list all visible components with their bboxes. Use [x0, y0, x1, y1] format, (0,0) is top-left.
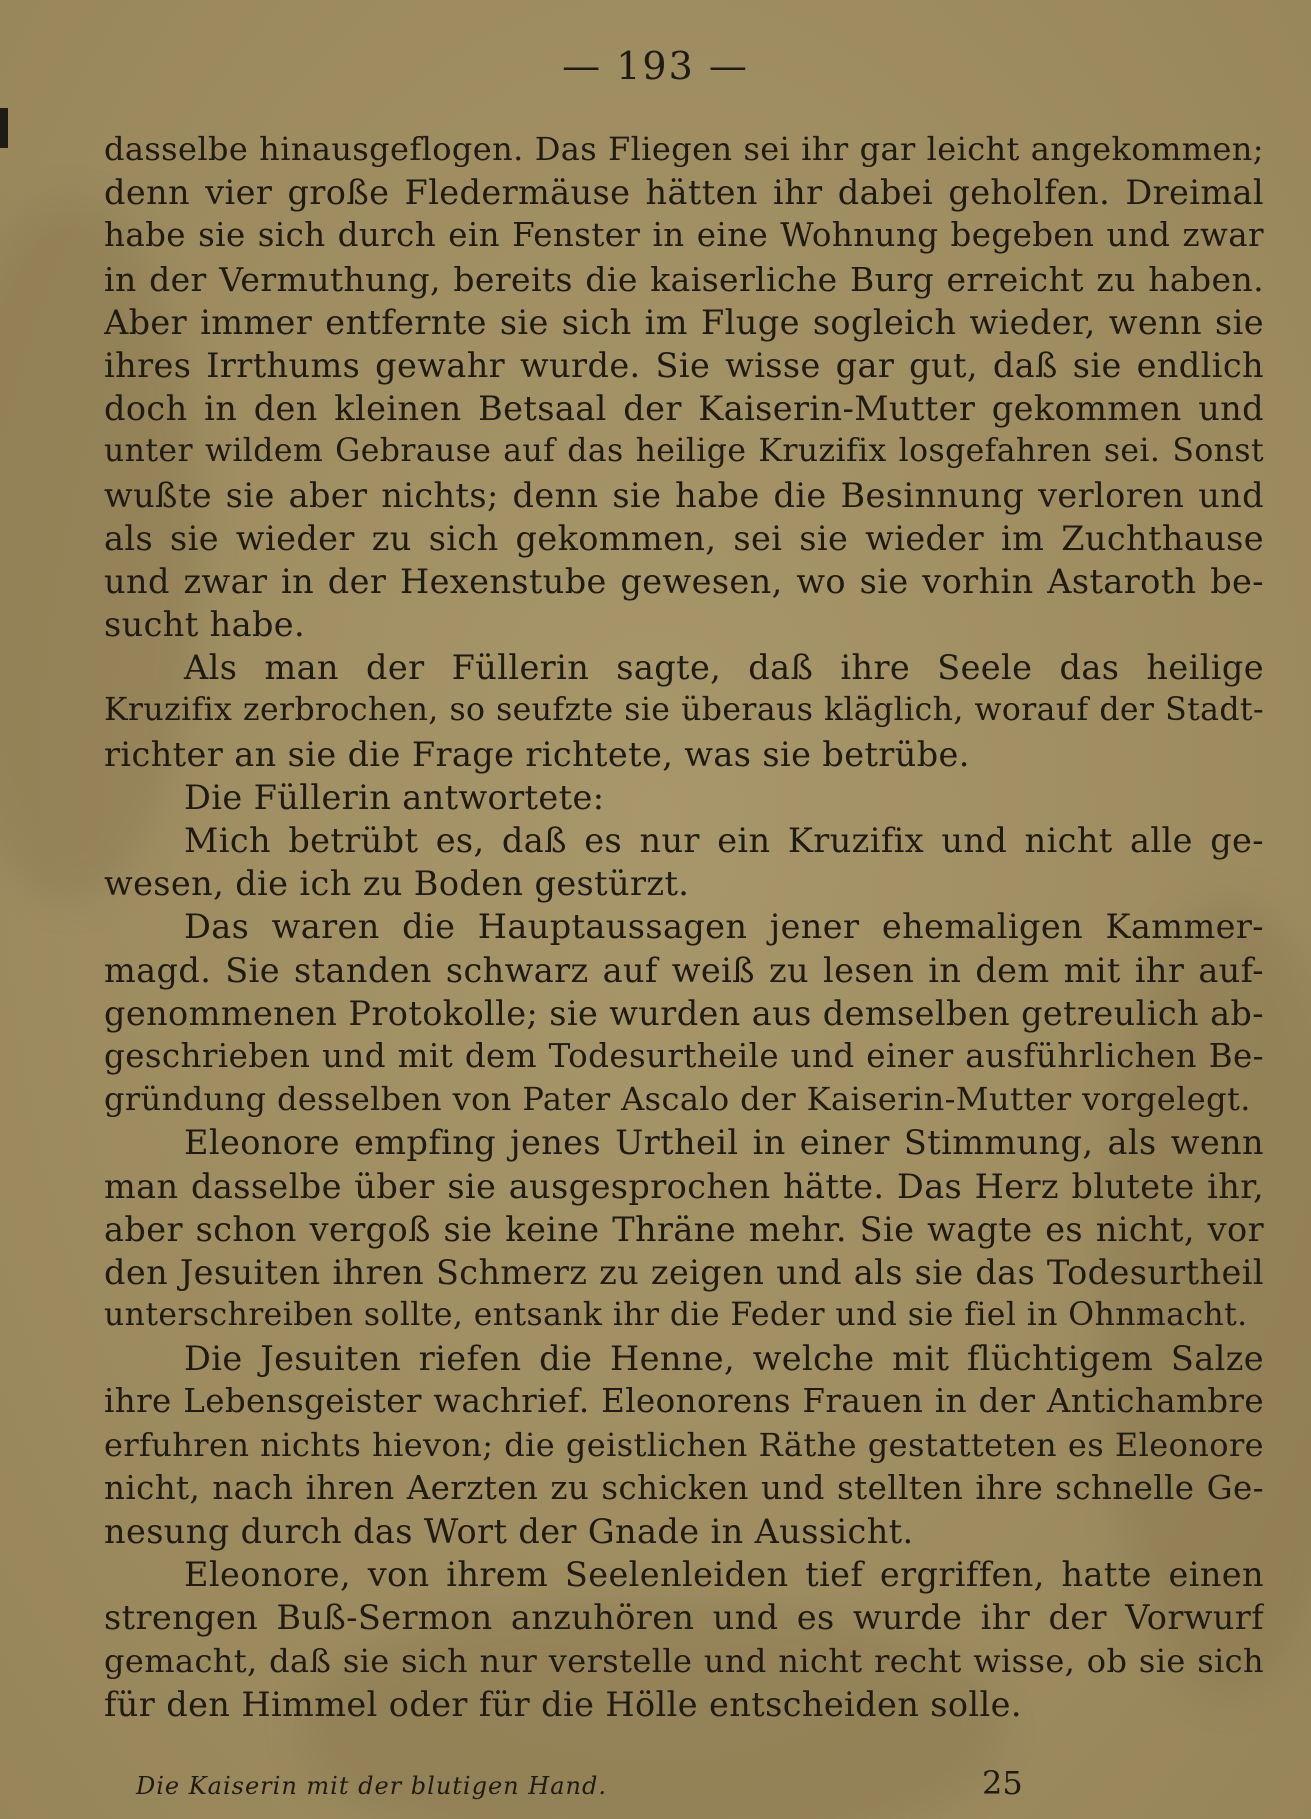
- text-line: strengen Buß-Sermon anzuhören und es wurde ihr der Vorwurf: [104, 1598, 1264, 1638]
- text-line: wesen, die ich zu Boden gestürzt.: [104, 864, 690, 904]
- text-line: gemacht, daß sie sich nur verstelle und nicht recht wisse, ob sie sich: [104, 1641, 1264, 1680]
- signature-mark: 25: [982, 1764, 1023, 1802]
- text-line: für den Himmel oder für die Hölle entscheiden solle.: [104, 1684, 1022, 1724]
- text-line: ihres Irrthums gewahr wurde. Sie wisse gar gut, daß sie endlich: [104, 345, 1264, 385]
- text-line: erfuhren nichts hievon; die geistlichen Räthe gestatteten es Eleonore: [104, 1425, 1264, 1464]
- text-line: sucht habe.: [104, 605, 306, 645]
- text-line: dasselbe hinausgeflogen. Das Fliegen sei ihr gar leicht angekommen;: [104, 130, 1264, 168]
- text-line: aber schon vergoß sie keine Thräne mehr. Sie wagte es nicht, vor: [104, 1209, 1264, 1249]
- text-line: geschrieben und mit dem Todesurtheile und einer ausführlichen Be-: [104, 1036, 1264, 1075]
- text-line: Eleonore, von ihrem Seelenleiden tief ergriffen, hatte einen: [184, 1555, 1264, 1595]
- text-line: denn vier große Fledermäuse hätten ihr dabei geholfen. Dreimal: [104, 173, 1264, 213]
- text-line: Mich betrübt es, daß es nur ein Kruzifix und nicht alle ge-: [184, 821, 1264, 860]
- margin-mark: [0, 108, 8, 148]
- text-line: unter wildem Gebrause auf das heilige Kruzifix losgefahren sei. Sonst: [104, 433, 1264, 470]
- text-line: richter an sie die Frage richtete, was sie betrübe.: [104, 734, 970, 774]
- text-line: nesung durch das Wort der Gnade in Aussicht.: [104, 1512, 914, 1551]
- text-line: ihre Lebensgeister wachrief. Eleonorens Frauen in der Antichambre: [104, 1382, 1264, 1421]
- text-line: nicht, nach ihren Aerzten zu schicken und stellten ihre schnelle Ge-: [104, 1468, 1264, 1507]
- body-text: [104, 128, 1264, 1726]
- text-line: und zwar in der Hexenstube gewesen, wo sie vorhin Astaroth be-: [104, 561, 1264, 601]
- text-line: den Jesuiten ihren Schmerz zu zeigen und als sie das Todesurtheil: [104, 1252, 1264, 1292]
- text-line: Die Jesuiten riefen die Henne, welche mit flüchtigem Salze: [184, 1339, 1264, 1379]
- text-line: Als man der Füllerin sagte, daß ihre Seele das heilige: [184, 648, 1264, 688]
- text-line: gründung desselben von Pater Ascalo der Kaiserin-Mutter vorgelegt.: [104, 1080, 1251, 1119]
- text-line: unterschreiben sollte, entsank ihr die Feder und sie fiel in Ohnmacht.: [104, 1297, 1248, 1334]
- text-line: magd. Sie standen schwarz auf weiß zu lesen in dem mit ihr auf-: [104, 950, 1264, 990]
- text-line: genommenen Protokolle; sie wurden aus demselben getreulich ab-: [104, 993, 1264, 1033]
- text-line: habe sie sich durch ein Fenster in eine Wohnung begeben und zwar: [104, 216, 1264, 255]
- running-footer-title: Die Kaiserin mit der blutigen Hand.: [136, 1772, 607, 1800]
- text-line: Kruzifix zerbrochen, so seufzte sie überaus kläglich, worauf der Stadt-: [104, 692, 1264, 729]
- text-line: Aber immer entfernte sie sich im Fluge sogleich wieder, wenn sie: [104, 302, 1264, 342]
- text-line: Das waren die Hauptaussagen jener ehemaligen Kammer-: [184, 907, 1264, 947]
- text-line: in der Vermuthung, bereits die kaiserliche Burg erreicht zu haben.: [104, 259, 1264, 299]
- text-line: als sie wieder zu sich gekommen, sei sie wieder im Zuchthause: [104, 518, 1264, 558]
- text-line: man dasselbe über sie ausgesprochen hätte. Das Herz blutete ihr,: [104, 1166, 1264, 1206]
- text-line: wußte sie aber nichts; denn sie habe die Besinnung verloren und: [104, 475, 1264, 515]
- text-line: Eleonore empfing jenes Urtheil in einer Stimmung, als wenn: [184, 1123, 1264, 1163]
- page-number: — 193 —: [562, 44, 749, 88]
- text-line: Die Füllerin antwortete:: [184, 777, 605, 817]
- text-line: doch in den kleinen Betsaal der Kaiserin-Mutter gekommen und: [104, 389, 1264, 429]
